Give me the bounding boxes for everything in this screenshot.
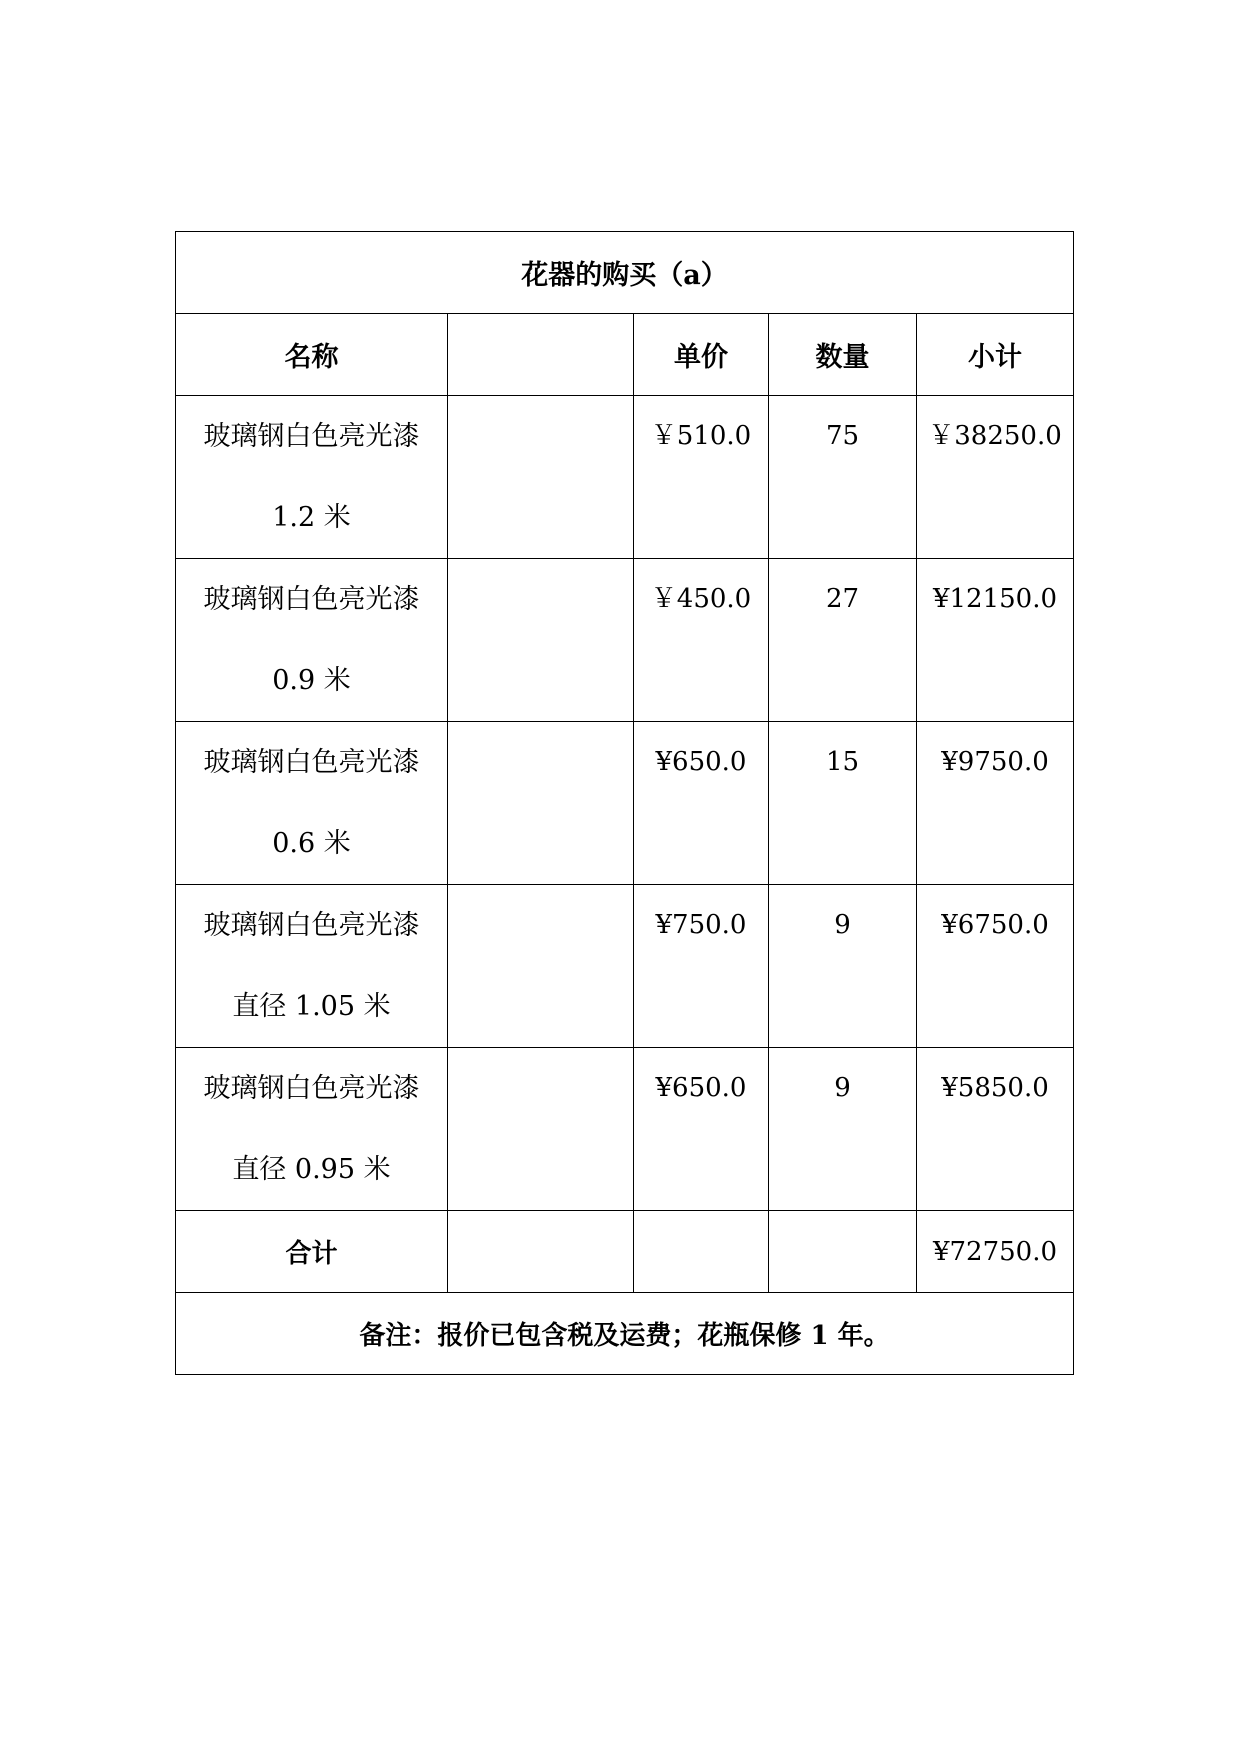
subtotal-cell: ¥12150.0	[917, 559, 1074, 722]
note-text: 备注：报价已包含税及运费；花瓶保修 1 年。	[176, 1293, 1074, 1375]
item-name: 玻璃钢白色亮光漆	[203, 584, 420, 615]
item-name: 玻璃钢白色亮光漆	[203, 910, 420, 941]
header-row	[176, 314, 1074, 396]
table-title: 花器的购买（a）	[176, 232, 1074, 314]
item-name-cell	[176, 722, 448, 885]
quantity-cell: 75	[769, 396, 917, 559]
item-name-cell	[176, 559, 448, 722]
item-name: 玻璃钢白色亮光漆	[203, 747, 420, 778]
blank-cell	[769, 1211, 917, 1293]
unit-price-cell: ￥450.0	[634, 559, 769, 722]
header-name: 名称	[176, 314, 448, 396]
item-size: 0.9 米	[272, 665, 351, 696]
header-unit-price: 单价	[634, 314, 769, 396]
item-size: 直径 1.05 米	[232, 991, 391, 1022]
unit-price-cell: ¥650.0	[634, 1048, 769, 1211]
table-row	[176, 559, 1074, 722]
blank-cell	[448, 1048, 634, 1211]
quantity-cell: 9	[769, 885, 917, 1048]
item-name-cell	[176, 885, 448, 1048]
header-subtotal: 小计	[917, 314, 1074, 396]
quantity-cell: 27	[769, 559, 917, 722]
subtotal-cell: ¥9750.0	[917, 722, 1074, 885]
blank-cell	[634, 1211, 769, 1293]
quantity-cell: 15	[769, 722, 917, 885]
total-row	[176, 1211, 1074, 1293]
subtotal-cell: ¥5850.0	[917, 1048, 1074, 1211]
unit-price-cell: ¥750.0	[634, 885, 769, 1048]
purchase-quote-table	[175, 231, 1074, 1375]
unit-price-cell: ¥650.0	[634, 722, 769, 885]
item-name-cell	[176, 1048, 448, 1211]
blank-cell	[448, 1211, 634, 1293]
subtotal-cell: ￥38250.0	[917, 396, 1074, 559]
header-quantity: 数量	[769, 314, 917, 396]
item-size: 直径 0.95 米	[232, 1154, 391, 1185]
title-row	[176, 232, 1074, 314]
table-row	[176, 722, 1074, 885]
note-row	[176, 1293, 1074, 1375]
unit-price-cell: ￥510.0	[634, 396, 769, 559]
total-value: ¥72750.0	[917, 1211, 1074, 1293]
item-size: 1.2 米	[272, 502, 351, 533]
item-name: 玻璃钢白色亮光漆	[203, 1073, 420, 1104]
item-name: 玻璃钢白色亮光漆	[203, 421, 420, 452]
header-blank	[448, 314, 634, 396]
table-row	[176, 396, 1074, 559]
table-row	[176, 885, 1074, 1048]
blank-cell	[448, 885, 634, 1048]
blank-cell	[448, 559, 634, 722]
blank-cell	[448, 722, 634, 885]
quantity-cell: 9	[769, 1048, 917, 1211]
subtotal-cell: ¥6750.0	[917, 885, 1074, 1048]
blank-cell	[448, 396, 634, 559]
total-label: 合计	[176, 1211, 448, 1293]
table-row	[176, 1048, 1074, 1211]
item-size: 0.6 米	[272, 828, 351, 859]
item-name-cell	[176, 396, 448, 559]
